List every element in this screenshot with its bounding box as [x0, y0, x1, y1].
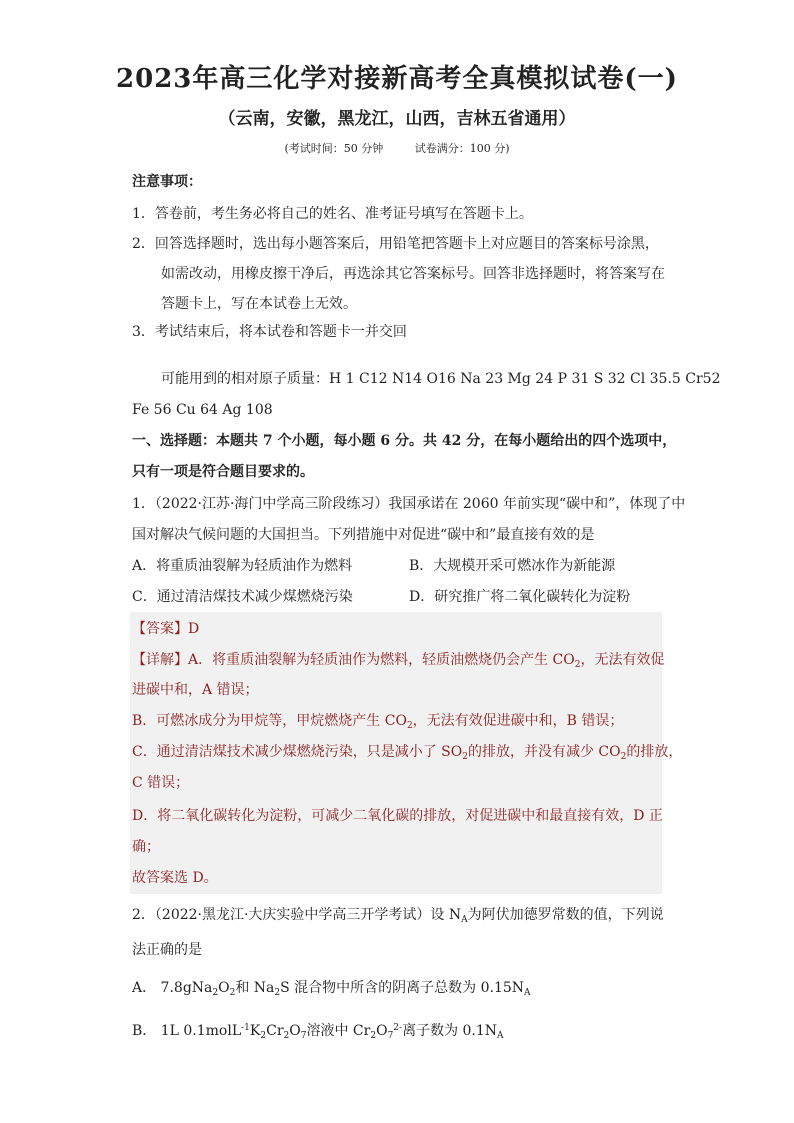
note-3: 3．考试结束后，将本试卷和答题卡一并交回: [132, 324, 407, 340]
q1-stem-line-1: 1．（2022·江苏·海门中学高三阶段练习）我国承诺在 2060 年前实现“碳中和”，体现了中: [132, 496, 686, 512]
q1-detail-d-line-1: D．将二氧化碳转化为淀粉，可减少二氧化碳的排放，对促进碳中和最直接有效，D 正: [132, 808, 663, 824]
q1-answer: 【答案】D: [132, 621, 200, 637]
q1-option-a: A．将重质油裂解为轻质油作为燃料: [132, 558, 353, 574]
q1-option-b: B．大规模开采可燃冰作为新能源: [409, 558, 616, 574]
notes-heading: 注意事项：: [132, 174, 202, 190]
note-2-line-1: 2．回答选择题时，选出每小题答案后，用铅笔把答题卡上对应题目的答案标号涂黑，: [132, 236, 659, 252]
q1-stem-line-2: 国对解决气候问题的大国担当。下列措施中对促进“碳中和”最直接有效的是: [132, 527, 595, 543]
exam-score: 试卷满分：100 分): [414, 142, 510, 155]
q2-stem-line-1: 2．（2022·黑龙江·大庆实验中学高三开学考试）设 $N_A$为阿伏加德罗常数的值，下列说: [132, 907, 664, 925]
note-1: 1．答卷前，考生务必将自己的姓名、准考证号填写在答题卡上。: [132, 206, 533, 222]
atomic-masses-line-2: Fe 56 Cu 64 Ag 108: [132, 402, 273, 418]
exam-meta: [0, 140, 794, 156]
q1-detail-d-line-2: 确；: [132, 839, 160, 855]
exam-time: (考试时间：50 分钟: [284, 142, 384, 155]
q1-option-c: C．通过清洁煤技术减少煤燃烧污染: [132, 589, 353, 605]
note-2-line-2: 如需改动，用橡皮擦干净后，再选涂其它答案标号。回答非选择题时，将答案写在: [161, 266, 665, 282]
q1-detail-a-line-1: 【详解】A．将重质油裂解为轻质油作为燃料，轻质油燃烧仍会产生 $CO_2$，无法有效促: [132, 652, 665, 670]
atomic-masses-line-1: 可能用到的相对原子质量：H 1 C12 N14 O16 Na 23 Mg 24 P 31 S 32 Cl 35.5 Cr52: [161, 371, 721, 387]
q1-detail-c-line-1: C．通过清洁煤技术减少煤燃烧污染，只是减小了 $SO_2$的排放，并没有减少 $CO_2$的排放，: [132, 744, 683, 762]
section-heading-line-1: 一、选择题：本题共 7 个小题，每小题 6 分。共 42 分，在每小题给出的四个选项中，: [132, 433, 677, 449]
q1-detail-b: B．可燃冰成分为甲烷等，甲烷燃烧产生 $CO_2$，无法有效促进碳中和，B 错误；: [132, 713, 624, 731]
q1-option-d: D．研究推广将二氧化碳转化为淀粉: [409, 589, 631, 605]
q1-conclusion: 故答案选 D。: [132, 870, 218, 886]
q2-option-b: B． 1L $0.1molL^{-1}K_2Cr_2O_7$溶液中 $Cr_2O_7^{2-}$离子数为 $0.1N_A$: [132, 1023, 504, 1041]
q2-stem-line-2: 法正确的是: [132, 942, 202, 958]
page-subtitle: （云南，安徽，黑龙江，山西，吉林五省通用）: [218, 109, 576, 129]
section-heading-line-2: 只有一项是符合题目要求的。: [132, 464, 314, 480]
q1-detail-c-line-2: C 错误；: [132, 775, 190, 791]
note-2-line-3: 答题卡上，写在本试卷上无效。: [161, 296, 357, 312]
q2-option-a: A． $7.8gNa_2O_2$和 $Na_2S$ 混合物中所含的阴离子总数为 $0.15N_A$: [132, 980, 531, 998]
page-title: 2023年高三化学对接新高考全真模拟试卷(一): [116, 64, 678, 94]
q1-detail-a-line-2: 进碳中和，A 错误；: [132, 682, 259, 698]
